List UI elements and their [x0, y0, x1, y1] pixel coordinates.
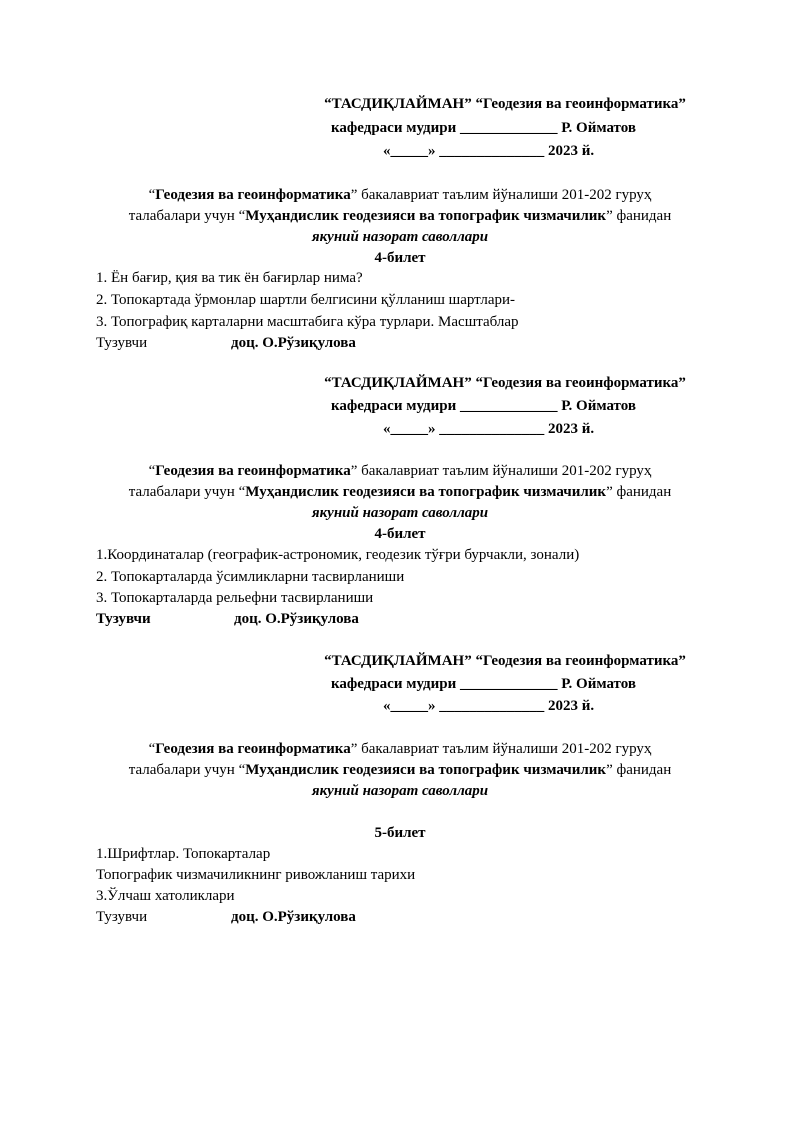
author-name: доц. О.Рўзиқулова — [231, 909, 356, 925]
author-label: Тузувчи — [96, 611, 151, 627]
question-3: 3. Топографиқ карталарни масштабига кўра турлари. Масштаблар — [96, 314, 519, 330]
approval-line-1: “ТАСДИҚЛАЙМАН” “Геодезия ва геоинформатика” — [324, 653, 686, 669]
approval-head-label: кафедраси мудири _____________ — [331, 398, 562, 414]
intro-line-3: якуний назорат саволлари — [311, 505, 489, 521]
question-2: Топографик чизмачиликнинг ривожланиш тарихи — [96, 867, 416, 883]
intro-line-1 — [0, 740, 800, 758]
intro-suffix: ” фанидан — [606, 762, 672, 778]
intro-line-2 — [0, 483, 800, 501]
intro-text: ” бакалавриат таълим йўналиши 201-202 гуруҳ — [350, 463, 652, 479]
intro-text: ” бакалавриат таълим йўналиши 201-202 гуруҳ — [350, 187, 652, 203]
question-1: 1.Координаталар (географик-астрономик, геодезик тўғри бурчакли, зонали) — [96, 547, 580, 563]
approval-line-2 — [331, 119, 636, 137]
approval-date-line: «_____» ______________ 2023 й. — [383, 698, 595, 714]
author-label: Тузувчи — [96, 909, 148, 925]
subject-name: Муҳандислик геодезияси ва топографик чизмачилик — [245, 208, 607, 224]
ticket-number: 4-билет — [374, 250, 426, 266]
approval-line-2 — [331, 675, 636, 693]
quote-open: “ — [148, 187, 156, 203]
author-name: доц. О.Рўзиқулова — [234, 611, 359, 627]
intro-prefix: талабалари учун “ — [128, 208, 246, 224]
question-1: 1.Шрифтлар. Топокарталар — [96, 846, 271, 862]
approval-date-line: «_____» ______________ 2023 й. — [383, 143, 595, 159]
intro-line-3: якуний назорат саволлари — [311, 783, 489, 799]
intro-line-1 — [0, 462, 800, 480]
approval-head-name: Р. Ойматов — [561, 676, 636, 692]
intro-line-1 — [0, 186, 800, 204]
approval-head-label: кафедраси мудири _____________ — [331, 676, 562, 692]
approval-head-label: кафедраси мудири _____________ — [331, 120, 562, 136]
intro-prefix: талабалари учун “ — [128, 484, 246, 500]
department-name: Геодезия ва геоинформатика — [155, 187, 351, 203]
approval-line-1: “ТАСДИҚЛАЙМАН” “Геодезия ва геоинформатика” — [324, 375, 686, 391]
subject-name: Муҳандислик геодезияси ва топографик чизмачилик — [245, 484, 607, 500]
ticket-number: 5-билет — [374, 825, 426, 841]
intro-text: ” бакалавриат таълим йўналиши 201-202 гуруҳ — [350, 741, 652, 757]
approval-head-name: Р. Ойматов — [561, 398, 636, 414]
ticket-number: 4-билет — [374, 526, 426, 542]
question-2: 2. Топокартада ўрмонлар шартли белгисини қўлланиш шартлари- — [96, 292, 516, 308]
author-label: Тузувчи — [96, 335, 148, 351]
department-name: Геодезия ва геоинформатика — [155, 741, 351, 757]
subject-name: Муҳандислик геодезияси ва топографик чизмачилик — [245, 762, 607, 778]
quote-open: “ — [148, 463, 156, 479]
intro-suffix: ” фанидан — [606, 208, 672, 224]
question-3: 3. Топокарталарда рельефни тасвирланиши — [96, 590, 374, 606]
approval-line-2 — [331, 397, 636, 415]
intro-prefix: талабалари учун “ — [128, 762, 246, 778]
intro-suffix: ” фанидан — [606, 484, 672, 500]
approval-head-name: Р. Ойматов — [561, 120, 636, 136]
intro-line-3: якуний назорат саволлари — [311, 229, 489, 245]
question-2: 2. Топокарталарда ўсимликларни тасвирланиши — [96, 569, 405, 585]
intro-line-2 — [0, 207, 800, 225]
intro-line-2 — [0, 761, 800, 779]
quote-open: “ — [148, 741, 156, 757]
question-1: 1. Ён бағир, қия ва тик ён бағирлар нима? — [96, 270, 363, 286]
author-name: доц. О.Рўзиқулова — [231, 335, 356, 351]
department-name: Геодезия ва геоинформатика — [155, 463, 351, 479]
question-3: 3.Ўлчаш хатоликлари — [96, 888, 235, 904]
approval-date-line: «_____» ______________ 2023 й. — [383, 421, 595, 437]
approval-line-1: “ТАСДИҚЛАЙМАН” “Геодезия ва геоинформатика” — [324, 96, 686, 112]
